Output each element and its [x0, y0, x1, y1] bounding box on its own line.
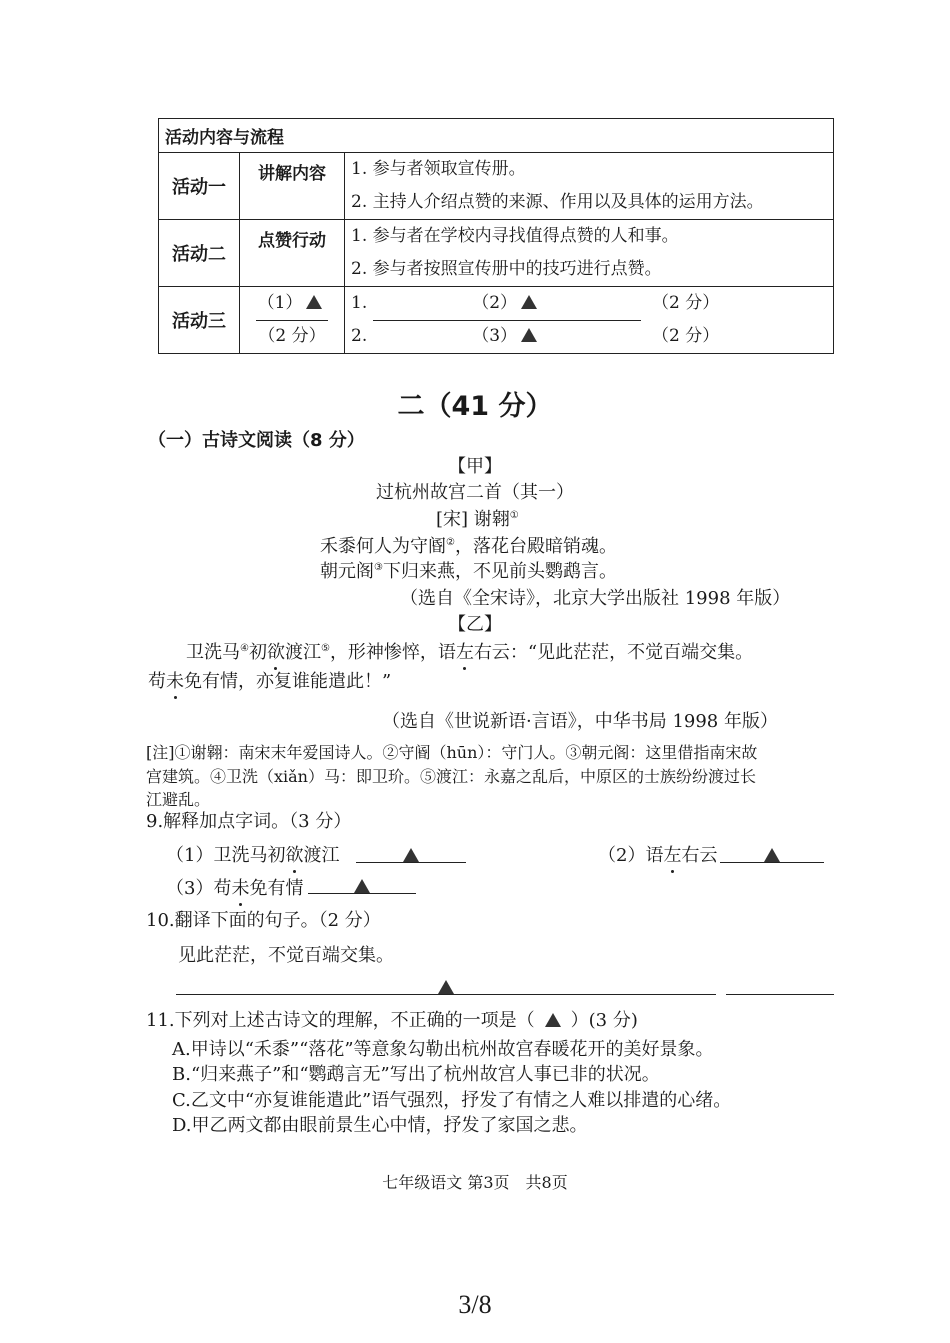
activity-line: 2. 参与者按照宣传册中的技巧进行点赞。	[351, 259, 662, 279]
triangle-icon	[306, 295, 322, 309]
page-footer: 七年级语文 第3页 共8页	[382, 1173, 568, 1192]
question-9-item: （1）卫洗马初欲渡江	[166, 841, 339, 867]
triangle-icon	[354, 879, 370, 893]
activity-line: 2. 主持人介绍点赞的来源、作用以及具体的运用方法。	[351, 192, 764, 212]
poem-line: 禾黍何人为守阍②，落花台殿暗销魂。	[320, 536, 617, 557]
activity-name: 活动一	[159, 153, 240, 220]
answer-blank[interactable]: （1）	[256, 287, 328, 321]
section-title: 二（41 分）	[397, 391, 553, 422]
question-9-stem: 9.解释加点字词。（3 分）	[146, 811, 352, 832]
passage-line: 苟未免有情，亦复谁能遣此！”	[148, 667, 391, 693]
activity-sub	[240, 287, 345, 354]
passage-line: 卫洗马④初欲渡江⑤，形神惨悴，语左右云：“见此茫茫，不觉百端交集。	[186, 638, 753, 664]
question-9-item: （2）语左右云	[598, 841, 717, 867]
poem-author: [宋] 谢翱①	[436, 509, 519, 530]
activity-name: 活动三	[159, 287, 240, 354]
question-9-item: （3）苟未免有情	[166, 874, 303, 900]
poem-title: 过杭州故宫二首（其一）	[376, 482, 574, 503]
poem-source: （选自《全宋诗》，北京大学出版社 1998 年版）	[400, 588, 791, 609]
answer-line[interactable]	[726, 978, 834, 995]
score-label: （2 分）	[652, 293, 720, 313]
triangle-icon	[521, 328, 537, 342]
answer-blank[interactable]	[308, 877, 416, 894]
activity-line: 1. 参与者在学校内寻找值得点赞的人和事。	[351, 226, 679, 246]
poem-label: 【甲】	[448, 456, 502, 477]
answer-blank[interactable]: （3）	[373, 320, 641, 354]
activity-line: 1. 参与者领取宣传册。	[351, 159, 526, 179]
option-a: A.甲诗以“禾黍”“落花”等意象勾勒出杭州故宫春暖花开的美好景象。	[172, 1039, 714, 1060]
answer-blank[interactable]	[356, 846, 466, 863]
passage-source: （选自《世说新语·言语》，中华书局 1998 年版）	[382, 711, 778, 732]
subsection-title: （一）古诗文阅读（8 分）	[148, 430, 365, 451]
triangle-icon	[521, 295, 537, 309]
option-d: D.甲乙两文都由眼前景生心中情，抒发了家国之悲。	[172, 1115, 588, 1136]
triangle-icon	[438, 980, 454, 994]
note-line: 宫建筑。④卫洗（xiǎn）马：即卫玠。⑤渡江：永嘉之乱后，中原区的士族纷纷渡过长	[146, 767, 756, 786]
note-line: 江避乱。	[146, 790, 211, 809]
activity-sub: 讲解内容	[240, 153, 345, 220]
activity-name: 活动二	[159, 220, 240, 287]
activity-content	[345, 220, 834, 287]
triangle-icon	[545, 1013, 561, 1027]
table-row	[159, 287, 834, 354]
option-b: B.“归来燕子”和“鹦鹉言无”写出了杭州故宫人事已非的状况。	[172, 1064, 660, 1085]
option-c: C.乙文中“亦复谁能遣此”语气强烈，抒发了有情之人难以排遣的心绪。	[172, 1090, 732, 1111]
table-row	[159, 153, 834, 220]
activity-sub: 点赞行动	[240, 220, 345, 287]
answer-blank[interactable]	[720, 846, 824, 863]
question-10-stem: 10.翻译下面的句子。（2 分）	[146, 910, 381, 931]
table-header: 活动内容与流程	[159, 119, 834, 153]
poem-line: 朝元阁③下归来燕，不见前头鹦鹉言。	[320, 561, 617, 582]
activity-content: 1. （2） （2 分） 2. （3） （2 分）	[345, 287, 834, 354]
activity-table	[158, 118, 834, 354]
activity-content	[345, 153, 834, 220]
note-line: [注]①谢翱：南宋末年爱国诗人。②守阍（hūn）：守门人。③朝元阁：这里借指南宋故	[146, 743, 758, 762]
triangle-icon	[403, 848, 419, 862]
score-label: （2 分）	[652, 326, 720, 346]
score-label: （2 分）	[258, 326, 326, 346]
triangle-icon	[764, 848, 780, 862]
passage-label: 【乙】	[448, 614, 502, 635]
question-10-sentence: 见此茫茫，不觉百端交集。	[178, 945, 394, 966]
page-number: 3/8	[458, 1290, 492, 1319]
answer-blank[interactable]: （2）	[373, 287, 641, 321]
answer-line[interactable]	[176, 978, 716, 995]
question-11-stem: 11.下列对上述古诗文的理解，不正确的一项是（ ）(3 分)	[146, 1010, 638, 1031]
table-row	[159, 220, 834, 287]
